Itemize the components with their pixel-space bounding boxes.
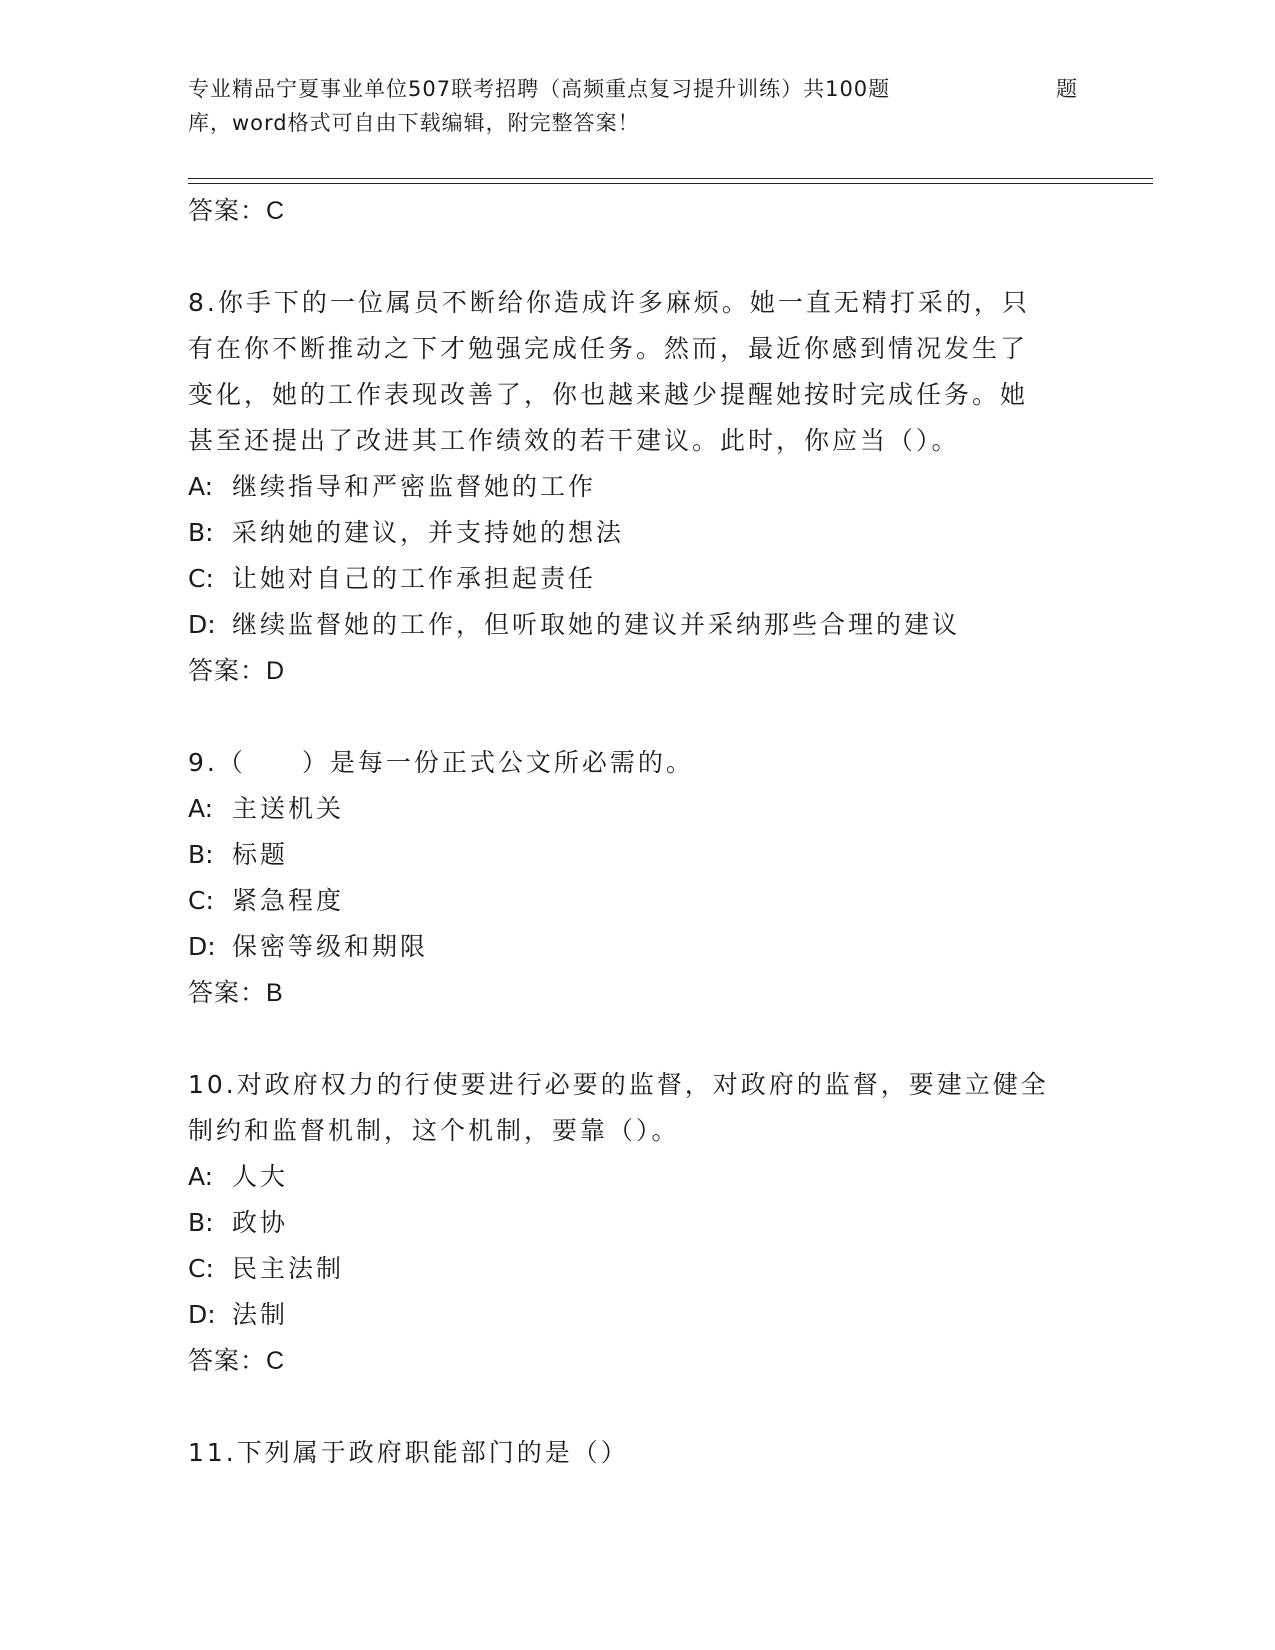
option-d	[188, 924, 1088, 970]
header-rule-top	[188, 178, 1153, 179]
option-text: 保密等级和期限	[232, 932, 429, 961]
option-b	[188, 510, 1088, 556]
option-text: 人大	[232, 1162, 289, 1191]
option-b	[188, 1200, 1088, 1246]
answer-q10: 答案：C	[188, 1347, 286, 1375]
option-letter: D:	[188, 932, 216, 961]
header-title-text: 专业精品宁夏事业单位507联考招聘（高频重点复习提升训练）共100题	[188, 77, 891, 101]
answer-q8: 答案：D	[188, 657, 286, 685]
header-rule-bottom	[188, 183, 1153, 184]
question-8	[188, 280, 1088, 694]
header-title-line-1	[188, 72, 1088, 106]
page-header	[188, 72, 1088, 140]
option-letter: C:	[188, 564, 214, 593]
option-c	[188, 556, 1088, 602]
spacer	[188, 1016, 1088, 1062]
option-text: 继续监督她的工作，但听取她的建议并采纳那些合理的建议	[232, 610, 961, 639]
header-title-line-2: 库，word格式可自由下载编辑，附完整答案！	[188, 111, 640, 135]
option-b	[188, 832, 1088, 878]
document-body	[188, 188, 1088, 1476]
question-text-line: 制约和监督机制，这个机制，要靠（）。	[188, 1116, 680, 1145]
spacer	[188, 694, 1088, 740]
question-text-line: 变化，她的工作表现改善了，你也越来越少提醒她按时完成任务。她	[188, 380, 1029, 409]
option-text: 民主法制	[232, 1254, 345, 1283]
option-text: 政协	[232, 1208, 289, 1237]
question-text-line: 有在你不断推动之下才勉强完成任务。然而，最近你感到情况发生了	[188, 334, 1029, 363]
option-letter: D:	[188, 610, 216, 639]
question-10	[188, 1062, 1088, 1384]
option-letter: B:	[188, 840, 214, 869]
option-c	[188, 1246, 1088, 1292]
question-9	[188, 740, 1088, 1016]
answer-q7: 答案：C	[188, 197, 286, 225]
option-letter: C:	[188, 886, 214, 915]
option-text: 继续指导和严密监督她的工作	[232, 472, 597, 501]
option-letter: B:	[188, 1208, 214, 1237]
option-text: 采纳她的建议，并支持她的想法	[232, 518, 625, 547]
option-text: 法制	[232, 1300, 289, 1329]
option-text: 紧急程度	[232, 886, 345, 915]
option-text: 主送机关	[232, 794, 345, 823]
option-text: 标题	[232, 840, 289, 869]
question-11	[188, 1430, 1088, 1476]
question-text-line: 甚至还提出了改进其工作绩效的若干建议。此时，你应当（）。	[188, 426, 960, 455]
option-letter: A:	[188, 472, 214, 501]
question-text-line: 9.（ ）是每一份正式公文所必需的。	[188, 748, 694, 777]
option-a	[188, 464, 1088, 510]
option-letter: B:	[188, 518, 214, 547]
option-d	[188, 1292, 1088, 1338]
question-text-line: 8.你手下的一位属员不断给你造成许多麻烦。她一直无精打采的，只	[188, 288, 1030, 317]
spacer	[188, 1384, 1088, 1430]
option-letter: A:	[188, 794, 214, 823]
answer-q9: 答案：B	[188, 979, 284, 1007]
question-text-line: 11.下列属于政府职能部门的是（）	[188, 1438, 629, 1467]
option-text: 让她对自己的工作承担起责任	[232, 564, 597, 593]
option-letter: C:	[188, 1254, 214, 1283]
spacer	[188, 234, 1088, 280]
header-title-tail: 题	[1056, 77, 1078, 101]
option-letter: D:	[188, 1300, 216, 1329]
option-a	[188, 786, 1088, 832]
option-letter: A:	[188, 1162, 214, 1191]
option-d	[188, 602, 1088, 648]
question-text-line: 10.对政府权力的行使要进行必要的监督，对政府的监督，要建立健全	[188, 1070, 1049, 1099]
option-a	[188, 1154, 1088, 1200]
option-c	[188, 878, 1088, 924]
